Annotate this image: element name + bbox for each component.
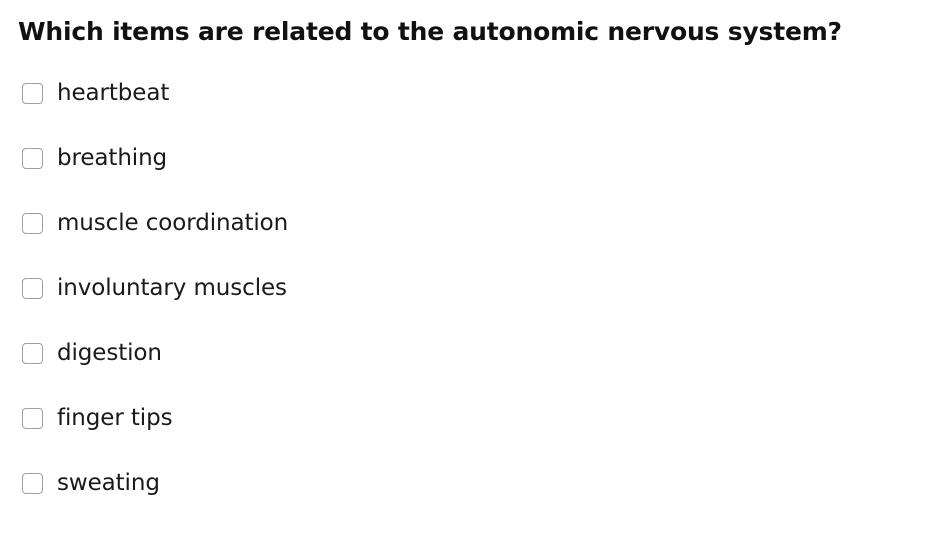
- option-label: digestion: [57, 339, 162, 366]
- option-label: involuntary muscles: [57, 274, 287, 301]
- checkbox-icon[interactable]: [22, 343, 43, 364]
- checkbox-icon[interactable]: [22, 473, 43, 494]
- checkbox-icon[interactable]: [22, 213, 43, 234]
- page-title: Which items are related to the autonomic nervous system?: [18, 17, 842, 46]
- option-label: breathing: [57, 144, 168, 171]
- option-row-1[interactable]: [18, 136, 912, 182]
- option-label: muscle coordination: [57, 209, 289, 236]
- option-row-6[interactable]: [18, 461, 912, 507]
- options-list: [18, 71, 912, 507]
- option-label: sweating: [57, 469, 160, 496]
- checkbox-icon[interactable]: [22, 148, 43, 169]
- option-row-2[interactable]: [18, 201, 912, 247]
- checkbox-icon[interactable]: [22, 83, 43, 104]
- option-row-5[interactable]: [18, 396, 912, 442]
- option-row-3[interactable]: [18, 266, 912, 312]
- option-label: heartbeat: [57, 79, 170, 106]
- option-row-0[interactable]: [18, 71, 912, 117]
- option-label: finger tips: [57, 404, 173, 431]
- checkbox-icon[interactable]: [22, 408, 43, 429]
- checkbox-icon[interactable]: [22, 278, 43, 299]
- option-row-4[interactable]: [18, 331, 912, 377]
